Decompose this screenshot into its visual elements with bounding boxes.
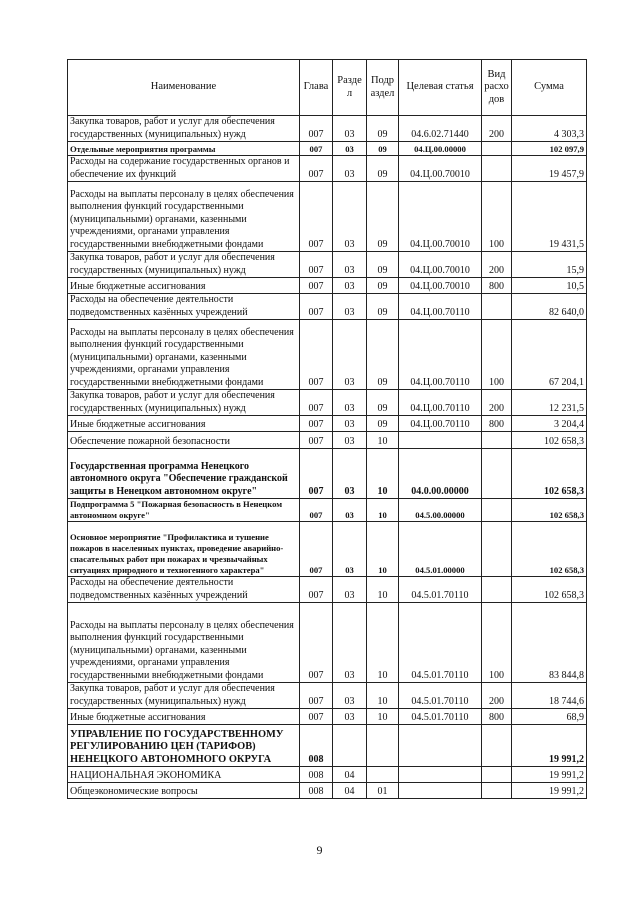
row-chapter: 007 [300,577,333,603]
row-name: Отдельные мероприятия программы [68,142,300,156]
row-expense-type: 100 [482,182,512,252]
row-chapter: 007 [300,432,333,449]
table-row [68,499,587,522]
column-header-expense-type: Вид расхо дов [482,60,512,116]
row-name: Основное мероприятие "Профилактика и тушение пожаров в населенных пунктах, проведение аварийно-спасательных работ при пожарах и чрезвычайных ситуациях природного и техногенного характера" [68,522,300,577]
row-section: 03 [333,252,367,278]
table-row [68,252,587,278]
row-name: Расходы на обеспечение деятельности подведомственных казённых учреждений [68,294,300,320]
row-section: 03 [333,116,367,142]
row-target: 04.Ц.00.70010 [399,182,482,252]
column-header-chapter: Глава [300,60,333,116]
row-chapter: 007 [300,416,333,432]
row-expense-type [482,449,512,499]
column-header-name: Наименование [68,60,300,116]
row-sum: 82 640,0 [512,294,587,320]
row-sum: 102 658,3 [512,577,587,603]
row-name: Расходы на содержание государственных органов и обеспечение их функций [68,156,300,182]
row-section: 03 [333,709,367,725]
row-section: 03 [333,182,367,252]
row-expense-type [482,767,512,783]
row-sum: 12 231,5 [512,390,587,416]
row-expense-type: 200 [482,390,512,416]
row-chapter: 007 [300,449,333,499]
table-row [68,156,587,182]
row-sum: 102 658,3 [512,522,587,577]
row-section: 04 [333,783,367,799]
row-sum: 18 744,6 [512,683,587,709]
row-sum: 15,9 [512,252,587,278]
row-name: Подпрограмма 5 "Пожарная безопасность в Ненецком автономном округе" [68,499,300,522]
row-name: Закупка товаров, работ и услуг для обеспечения государственных (муниципальных) нужд [68,390,300,416]
table-row [68,783,587,799]
row-expense-type [482,432,512,449]
row-section: 03 [333,278,367,294]
row-section: 03 [333,683,367,709]
row-expense-type: 800 [482,709,512,725]
row-expense-type [482,783,512,799]
table-row [68,522,587,577]
row-name: Расходы на выплаты персоналу в целях обеспечения выполнения функций государственными (муниципальными) органами, казенными учреждениями, органами управления государственными внебюджетными фондами [68,603,300,683]
row-target: 04.5.01.70110 [399,683,482,709]
row-name: Закупка товаров, работ и услуг для обеспечения государственных (муниципальных) нужд [68,683,300,709]
row-target: 04.Ц.00.70110 [399,320,482,390]
row-name: Иные бюджетные ассигнования [68,416,300,432]
row-name: УПРАВЛЕНИЕ ПО ГОСУДАРСТВЕННОМУ РЕГУЛИРОВАНИЮ ЦЕН (ТАРИФОВ) НЕНЕЦКОГО АВТОНОМНОГО ОКРУГА [68,725,300,767]
row-subsection: 09 [367,252,399,278]
table-row [68,683,587,709]
row-subsection [367,725,399,767]
row-name: Иные бюджетные ассигнования [68,278,300,294]
row-expense-type: 800 [482,278,512,294]
row-target: 04.Ц.00.00000 [399,142,482,156]
row-expense-type [482,142,512,156]
row-section: 03 [333,522,367,577]
row-target [399,783,482,799]
row-section: 03 [333,432,367,449]
row-target: 04.Ц.00.70010 [399,156,482,182]
row-section: 03 [333,390,367,416]
row-target [399,767,482,783]
row-target: 04.Ц.00.70110 [399,416,482,432]
row-name: Общеэкономические вопросы [68,783,300,799]
row-name: Закупка товаров, работ и услуг для обеспечения государственных (муниципальных) нужд [68,252,300,278]
row-section: 03 [333,416,367,432]
table-row [68,182,587,252]
row-target: 04.5.01.70110 [399,709,482,725]
row-expense-type: 200 [482,683,512,709]
row-subsection: 09 [367,116,399,142]
row-subsection: 10 [367,709,399,725]
row-expense-type [482,499,512,522]
column-header-subsection: Подр аздел [367,60,399,116]
header-row [68,60,587,116]
row-target: 04.6.02.71440 [399,116,482,142]
row-target: 04.5.01.00000 [399,522,482,577]
row-chapter: 007 [300,683,333,709]
table-row [68,767,587,783]
table-row [68,725,587,767]
table-row [68,320,587,390]
row-expense-type [482,156,512,182]
row-subsection: 10 [367,522,399,577]
row-expense-type: 100 [482,320,512,390]
row-subsection: 09 [367,390,399,416]
row-sum: 102 658,3 [512,499,587,522]
row-sum: 4 303,3 [512,116,587,142]
row-section [333,725,367,767]
row-chapter: 008 [300,767,333,783]
row-sum: 83 844,8 [512,603,587,683]
row-target: 04.0.00.00000 [399,449,482,499]
row-sum: 102 658,3 [512,449,587,499]
row-chapter: 007 [300,709,333,725]
row-chapter: 007 [300,116,333,142]
row-target: 04.5.01.70110 [399,603,482,683]
row-target: 04.Ц.00.70010 [399,278,482,294]
row-chapter: 007 [300,156,333,182]
row-chapter: 008 [300,725,333,767]
row-section: 03 [333,577,367,603]
row-chapter: 008 [300,783,333,799]
table-row [68,603,587,683]
table-row [68,142,587,156]
row-target: 04.5.00.00000 [399,499,482,522]
page-number: 9 [316,843,323,857]
row-section: 03 [333,449,367,499]
table-row [68,577,587,603]
row-name: НАЦИОНАЛЬНАЯ ЭКОНОМИКА [68,767,300,783]
row-section: 03 [333,156,367,182]
row-expense-type: 200 [482,116,512,142]
table-row [68,432,587,449]
table-row [68,294,587,320]
row-chapter: 007 [300,142,333,156]
row-chapter: 007 [300,320,333,390]
table-row [68,449,587,499]
row-target: 04.5.01.70110 [399,577,482,603]
row-name: Иные бюджетные ассигнования [68,709,300,725]
row-subsection: 10 [367,432,399,449]
row-subsection: 10 [367,449,399,499]
row-sum: 68,9 [512,709,587,725]
row-expense-type: 200 [482,252,512,278]
row-sum: 19 457,9 [512,156,587,182]
row-chapter: 007 [300,252,333,278]
row-subsection: 10 [367,683,399,709]
row-sum: 10,5 [512,278,587,294]
row-chapter: 007 [300,603,333,683]
row-subsection: 10 [367,603,399,683]
row-section: 04 [333,767,367,783]
row-chapter: 007 [300,390,333,416]
row-sum: 19 991,2 [512,783,587,799]
row-target: 04.Ц.00.70110 [399,294,482,320]
row-subsection: 10 [367,577,399,603]
row-target [399,725,482,767]
row-subsection: 01 [367,783,399,799]
row-expense-type [482,294,512,320]
row-expense-type: 800 [482,416,512,432]
row-subsection: 09 [367,278,399,294]
row-chapter: 007 [300,522,333,577]
row-section: 03 [333,499,367,522]
column-header-sum: Сумма [512,60,587,116]
row-sum: 102 658,3 [512,432,587,449]
row-expense-type [482,577,512,603]
column-header-section: Разде л [333,60,367,116]
row-expense-type [482,725,512,767]
row-subsection: 09 [367,294,399,320]
row-section: 03 [333,294,367,320]
row-subsection: 09 [367,320,399,390]
row-subsection: 09 [367,142,399,156]
table-row [68,709,587,725]
row-sum: 19 991,2 [512,725,587,767]
row-sum: 67 204,1 [512,320,587,390]
row-name: Закупка товаров, работ и услуг для обеспечения государственных (муниципальных) нужд [68,116,300,142]
row-subsection: 09 [367,182,399,252]
row-chapter: 007 [300,499,333,522]
row-chapter: 007 [300,182,333,252]
row-subsection: 10 [367,499,399,522]
table-row [68,116,587,142]
row-section: 03 [333,603,367,683]
row-section: 03 [333,142,367,156]
row-name: Расходы на выплаты персоналу в целях обеспечения выполнения функций государственными (муниципальными) органами, казенными учреждениями, органами управления государственными внебюджетными фондами [68,182,300,252]
row-name: Расходы на обеспечение деятельности подведомственных казённых учреждений [68,577,300,603]
row-target: 04.Ц.00.70110 [399,390,482,416]
row-expense-type: 100 [482,603,512,683]
row-target: 04.Ц.00.70010 [399,252,482,278]
table-row [68,278,587,294]
table-row [68,390,587,416]
row-name: Обеспечение пожарной безопасности [68,432,300,449]
row-sum: 19 431,5 [512,182,587,252]
column-header-target: Целевая статья [399,60,482,116]
budget-table [67,59,587,799]
row-chapter: 007 [300,294,333,320]
row-subsection: 09 [367,156,399,182]
row-expense-type [482,522,512,577]
row-sum: 3 204,4 [512,416,587,432]
row-sum: 102 097,9 [512,142,587,156]
row-subsection: 09 [367,416,399,432]
row-subsection [367,767,399,783]
row-sum: 19 991,2 [512,767,587,783]
row-target [399,432,482,449]
row-name: Расходы на выплаты персоналу в целях обеспечения выполнения функций государственными (муниципальными) органами, казенными учреждениями, органами управления государственными внебюджетными фондами [68,320,300,390]
row-chapter: 007 [300,278,333,294]
table-row [68,416,587,432]
row-section: 03 [333,320,367,390]
row-name: Государственная программа Ненецкого автономного округа "Обеспечение гражданской защиты в Ненецком автономном округе" [68,449,300,499]
